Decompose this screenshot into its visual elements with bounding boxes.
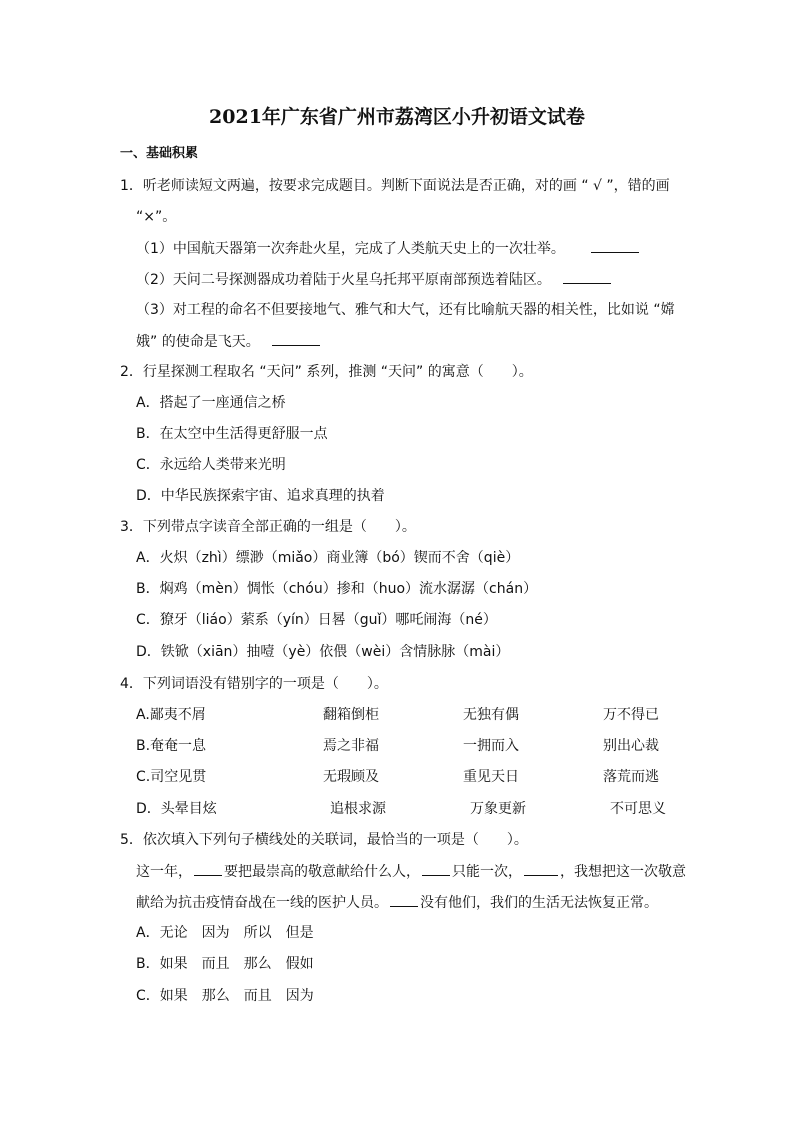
q3-option-d[interactable]: D．铁锨（xiān）抽噎（yè）依偎（wèi）含情脉脉（mài） bbox=[136, 644, 510, 660]
q1-statement-2-text: （2）天问二号探测器成功着陆于火星乌托邦平原南部预选着陆区。 bbox=[136, 272, 551, 288]
q5-option-a[interactable]: A．无论 因为 所以 但是 bbox=[136, 925, 314, 941]
q1-statement-3-line1: （3）对工程的命名不但要接地气、雅气和大气，还有比喻航天器的相关性，比如说 “嫦 bbox=[136, 302, 675, 318]
q4-word: 一拥而入 bbox=[463, 738, 519, 754]
q5-passage-line1 bbox=[136, 861, 686, 882]
q5-text: 献给为抗击疫情奋战在一线的医护人员。 bbox=[136, 895, 388, 911]
answer-blank[interactable] bbox=[563, 269, 611, 284]
q4-word: 万象更新 bbox=[470, 801, 526, 817]
q5-text: ，我想把这一次敬意 bbox=[560, 864, 686, 880]
q1-statement-2 bbox=[136, 269, 611, 290]
q5-option-c[interactable]: C．如果 那么 而且 因为 bbox=[136, 988, 314, 1004]
page-title: 2021年广东省广州市荔湾区小升初语文试卷 bbox=[209, 106, 585, 128]
q2-option-a[interactable]: A．搭起了一座通信之桥 bbox=[136, 395, 286, 411]
q4-option-d[interactable]: D．头晕目炫 bbox=[136, 801, 217, 817]
q2-stem: 2．行星探测工程取名 “天问” 系列，推测 “天问” 的寓意（ ）。 bbox=[120, 364, 533, 380]
fill-blank[interactable] bbox=[422, 861, 450, 876]
q1-statement-1-text: （1）中国航天器第一次奔赴火星，完成了人类航天史上的一次壮举。 bbox=[136, 241, 565, 257]
q3-option-c[interactable]: C．獠牙（liáo）萦系（yín）日晷（guǐ）哪吒闹海（né） bbox=[136, 612, 497, 628]
q4-option-c[interactable]: C.司空见贯 bbox=[136, 769, 207, 785]
answer-blank[interactable] bbox=[272, 331, 320, 346]
q2-option-c[interactable]: C．永远给人类带来光明 bbox=[136, 457, 286, 473]
q1-stem-line2: “×”。 bbox=[136, 209, 177, 225]
q4-word: 无独有偶 bbox=[463, 707, 519, 723]
q4-word: 别出心裁 bbox=[603, 738, 659, 754]
fill-blank[interactable] bbox=[390, 892, 418, 907]
q5-passage-line2 bbox=[136, 892, 658, 913]
q4-word: 落荒而逃 bbox=[603, 769, 659, 785]
q5-text: 只能一次， bbox=[452, 864, 522, 880]
fill-blank[interactable] bbox=[524, 861, 558, 876]
q5-text: 这一年， bbox=[136, 864, 192, 880]
q4-word: 无瑕顾及 bbox=[323, 769, 379, 785]
q3-option-b[interactable]: B．焖鸡（mèn）惆怅（chóu）掺和（huo）流水潺潺（chán） bbox=[136, 581, 538, 597]
q5-stem: 5．依次填入下列句子横线处的关联词，最恰当的一项是（ ）。 bbox=[120, 832, 528, 848]
q5-option-b[interactable]: B．如果 而且 那么 假如 bbox=[136, 956, 314, 972]
q4-option-b[interactable]: B.奄奄一息 bbox=[136, 738, 207, 754]
q3-option-a[interactable]: A．火炽（zhì）缥渺（miǎo）商业簿（bó）锲而不舍（qiè） bbox=[136, 550, 520, 566]
q4-word: 万不得已 bbox=[603, 707, 659, 723]
q1-stem-line1: 1．听老师读短文两遍，按要求完成题目。判断下面说法是否正确，对的画 “ √ ”，错的画 bbox=[120, 178, 670, 194]
q4-word: 追根求源 bbox=[330, 801, 386, 817]
q3-stem: 3．下列带点字读音全部正确的一组是（ ）。 bbox=[120, 519, 416, 535]
section-heading: 一、基础积累 bbox=[120, 146, 199, 161]
q4-word: 翻箱倒柜 bbox=[323, 707, 379, 723]
q4-word: 重见天日 bbox=[463, 769, 519, 785]
q5-text: 要把最崇高的敬意献给什么人， bbox=[224, 864, 420, 880]
q2-option-b[interactable]: B．在太空中生活得更舒服一点 bbox=[136, 426, 328, 442]
q4-stem: 4．下列词语没有错别字的一项是（ ）。 bbox=[120, 676, 388, 692]
q4-option-a[interactable]: A.鄙夷不屑 bbox=[136, 707, 206, 723]
q4-word: 焉之非福 bbox=[323, 738, 379, 754]
q1-statement-3-line2 bbox=[136, 331, 320, 352]
q1-statement-1 bbox=[136, 238, 639, 259]
q5-text: 没有他们，我们的生活无法恢复正常。 bbox=[420, 895, 658, 911]
q4-word: 不可思义 bbox=[610, 801, 666, 817]
answer-blank[interactable] bbox=[591, 238, 639, 253]
q1-statement-3-text: 娥” 的使命是飞天。 bbox=[136, 334, 260, 350]
fill-blank[interactable] bbox=[194, 861, 222, 876]
q2-option-d[interactable]: D．中华民族探索宇宙、追求真理的执着 bbox=[136, 488, 385, 504]
